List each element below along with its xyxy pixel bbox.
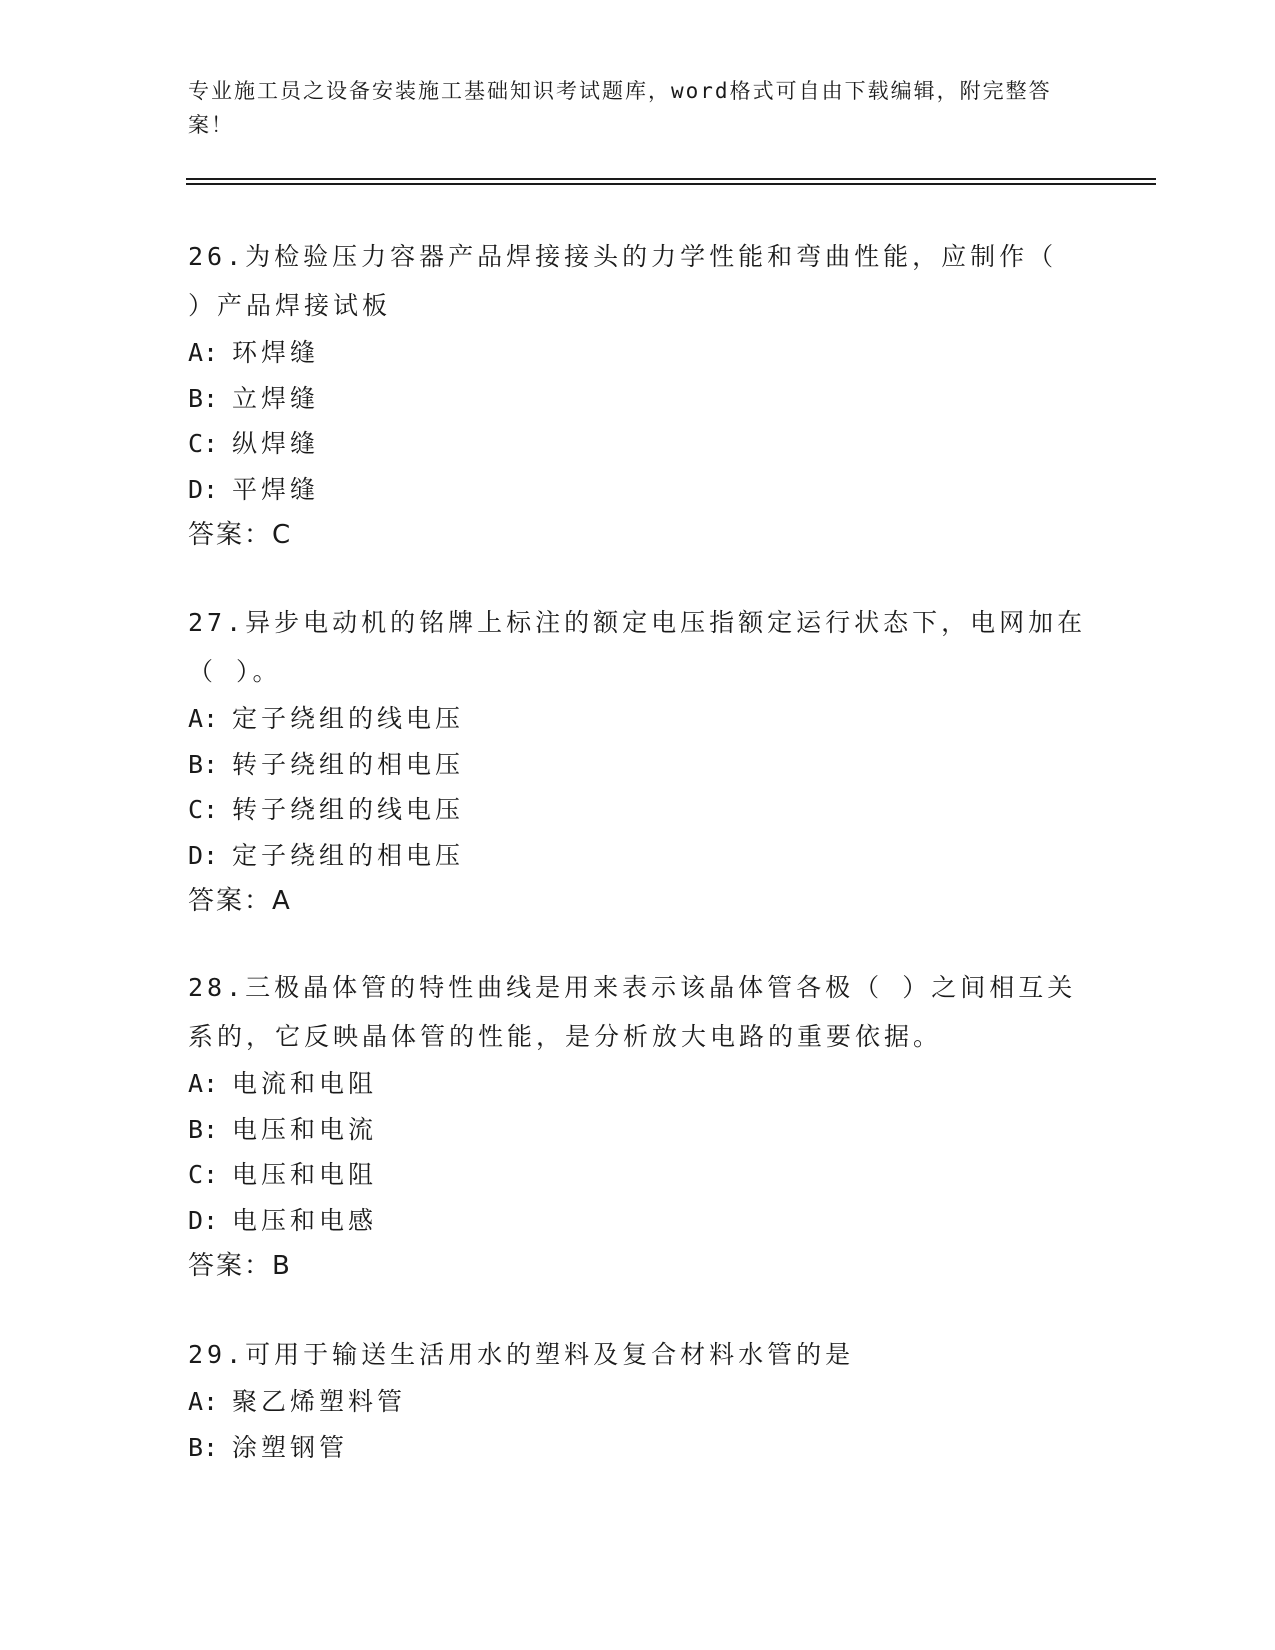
option-key: C: — [188, 795, 219, 824]
option-text: 聚乙烯塑料管 — [232, 1387, 407, 1416]
option-key: D: — [188, 1205, 219, 1235]
option-b — [188, 1425, 1088, 1471]
option-c — [188, 421, 1088, 467]
option-key: B: — [188, 383, 219, 413]
option-text: 平焊缝 — [232, 474, 320, 504]
option-text: 定子绕组的线电压 — [232, 704, 465, 733]
option-b — [188, 1107, 1088, 1153]
header-rule-bottom — [186, 183, 1156, 185]
option-key: B: — [188, 1114, 219, 1144]
question-text: 27.异步电动机的铭牌上标注的额定电压指额定运行状态下，电网加在（ ）。 — [188, 608, 1087, 686]
option-key: C: — [188, 429, 219, 458]
option-d — [188, 1198, 1088, 1244]
option-d — [188, 833, 1088, 879]
question-text: 29.可用于输送生活用水的塑料及复合材料水管的是 — [188, 1340, 855, 1369]
option-a — [188, 1379, 1088, 1425]
option-a — [188, 1061, 1088, 1107]
option-c — [188, 787, 1088, 833]
option-text: 电流和电阻 — [232, 1069, 378, 1098]
question-26 — [188, 232, 1088, 558]
option-d — [188, 467, 1088, 513]
option-key: C: — [188, 1160, 219, 1189]
option-b — [188, 376, 1088, 422]
option-key: A: — [188, 704, 219, 733]
option-text: 转子绕组的线电压 — [232, 795, 465, 824]
option-text: 纵焊缝 — [232, 429, 320, 458]
option-b — [188, 742, 1088, 788]
option-a — [188, 330, 1088, 376]
option-text: 定子绕组的相电压 — [232, 840, 465, 870]
option-key: B: — [188, 1432, 219, 1462]
option-key: A: — [188, 1387, 219, 1416]
option-key: A: — [188, 1069, 219, 1098]
option-key: D: — [188, 474, 219, 504]
option-text: 电压和电阻 — [232, 1160, 378, 1189]
option-c — [188, 1152, 1088, 1198]
option-text: 转子绕组的相电压 — [232, 749, 465, 779]
answer: 答案：C — [188, 520, 293, 550]
answer: 答案：B — [188, 1251, 292, 1281]
header-rule-top — [186, 178, 1156, 180]
question-text: 26.为检验压力容器产品焊接接头的力学性能和弯曲性能，应制作（ ）产品焊接试板 — [188, 242, 1058, 320]
option-text: 电压和电流 — [232, 1114, 378, 1144]
option-key: A: — [188, 338, 219, 367]
option-text: 电压和电感 — [232, 1205, 378, 1235]
option-a — [188, 696, 1088, 742]
question-28 — [188, 963, 1088, 1289]
option-text: 环焊缝 — [232, 338, 320, 367]
answer: 答案：A — [188, 886, 292, 916]
document-header: 专业施工员之设备安装施工基础知识考试题库，word格式可自由下载编辑，附完整答案！ — [188, 79, 1052, 137]
question-27 — [188, 598, 1088, 924]
question-29 — [188, 1330, 1088, 1470]
option-text: 涂塑钢管 — [232, 1432, 349, 1462]
option-text: 立焊缝 — [232, 383, 320, 413]
option-key: B: — [188, 749, 219, 779]
option-key: D: — [188, 840, 219, 870]
question-text: 28.三极晶体管的特性曲线是用来表示该晶体管各极（ ）之间相互关系的，它反映晶体管的性能，是分析放大电路的重要依据。 — [188, 973, 1077, 1051]
